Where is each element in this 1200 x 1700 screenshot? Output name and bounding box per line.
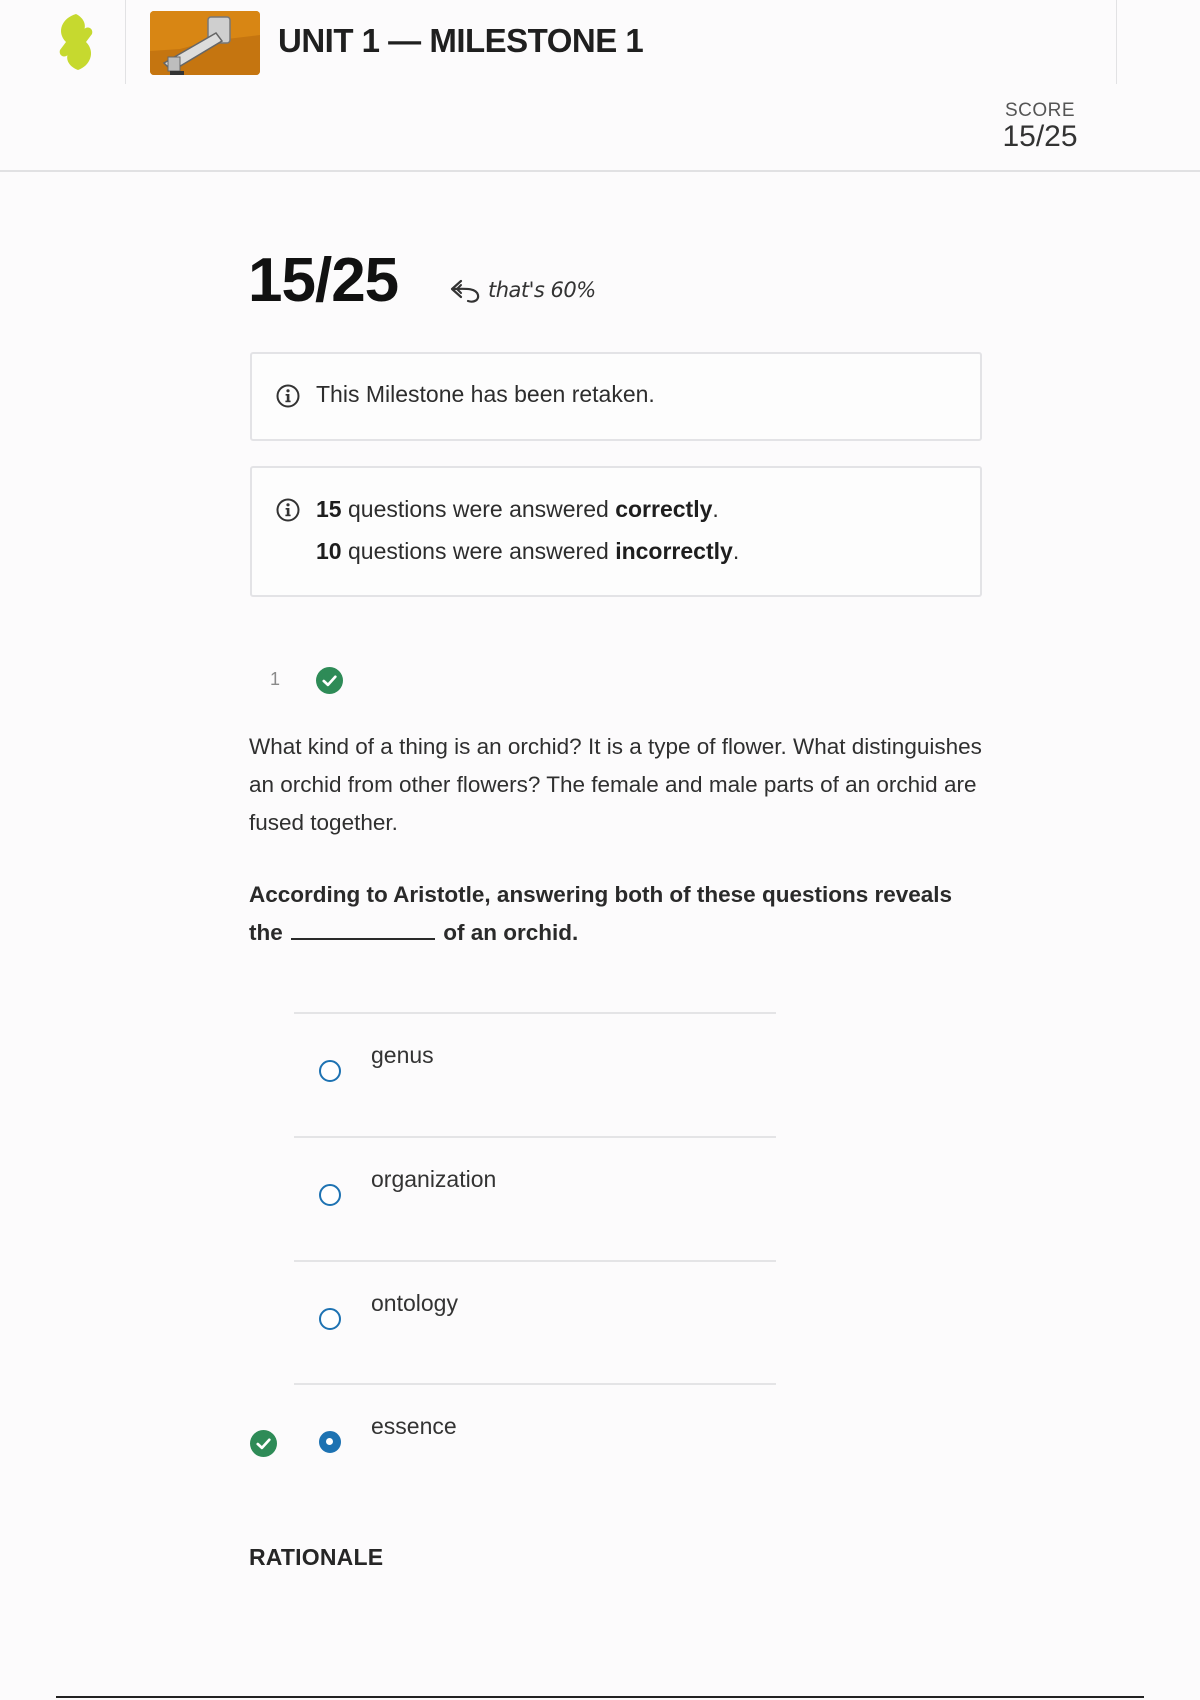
radio-button-selected[interactable] [319,1431,341,1453]
prompt-after: of an orchid. [443,920,579,945]
percentage-annotation [448,272,596,308]
info-circle-icon [276,498,300,522]
incorrect-mid-text: questions were answered [341,538,616,564]
answer-option[interactable] [294,1014,776,1136]
correct-period: . [712,496,719,522]
check-circle-icon [316,667,343,694]
rationale-heading: RATIONALE [249,1544,384,1570]
score-value: 15/25 [1002,120,1078,153]
unit-thumbnail-image [150,11,260,75]
question-prompt [249,876,989,952]
header-divider-left [125,0,126,84]
radio-button[interactable] [319,1060,341,1082]
correct-answer-check-icon [250,1430,277,1457]
question-number: 1 [270,669,281,689]
answers-summary-notice [250,466,982,597]
annotation-text: that's 60% [488,278,596,302]
score-label: SCORE [1004,100,1076,121]
question-text: What kind of a thing is an orchid? It is a type of flower. What distinguishes an orchid from other flowers? The female and male parts of an orchid are fused together. [249,734,982,835]
correct-count: 15 [316,496,342,522]
retaken-notice [250,352,982,441]
sophia-logo-icon[interactable] [52,12,100,72]
option-label: ontology [371,1290,458,1316]
incorrect-count: 10 [316,538,342,564]
incorrect-period: . [732,538,740,564]
correct-summary-line [316,496,719,523]
header-divider-right [1116,0,1117,84]
fill-in-blank [291,918,435,940]
correct-word: correctly [615,496,713,522]
option-label: organization [371,1166,497,1192]
result-score: 15/25 [248,246,399,315]
curved-arrow-icon [448,275,484,305]
bottom-divider [56,1696,1144,1698]
prompt-before: According to Aristotle, answering both of these questions reveals the [249,882,953,945]
correct-mid-text: questions were answered [341,496,616,522]
page-title: UNIT 1 — MILESTONE 1 [278,22,644,59]
info-circle-icon [276,384,300,408]
option-label: genus [371,1042,434,1068]
incorrect-summary-line [316,538,739,565]
radio-button[interactable] [319,1308,341,1330]
top-bar [0,0,1200,172]
answer-option-selected[interactable] [294,1385,776,1507]
radio-button[interactable] [319,1184,341,1206]
retaken-notice-text: This Milestone has been retaken. [316,381,655,407]
answer-option[interactable] [294,1138,776,1260]
option-label: essence [371,1413,457,1439]
answer-option[interactable] [294,1262,776,1384]
incorrect-word: incorrectly [615,538,733,564]
